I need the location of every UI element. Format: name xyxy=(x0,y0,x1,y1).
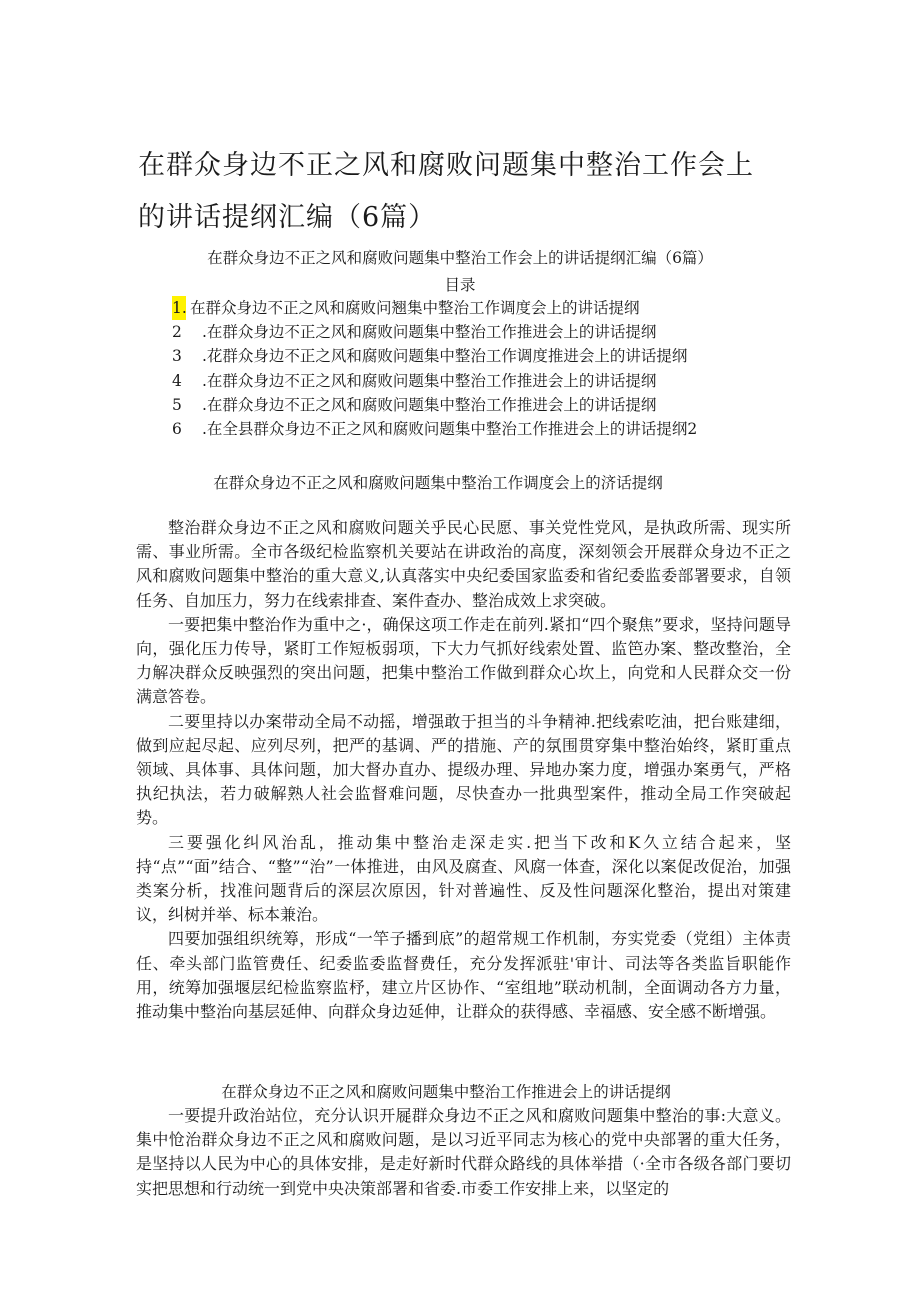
table-of-contents xyxy=(172,296,697,441)
main-title-line1: 在群众身边不正之风和腐败问题集中整治工作会上 xyxy=(138,150,754,181)
section2-body xyxy=(136,1104,791,1201)
toc-item xyxy=(172,296,697,320)
toc-item-text: .在全县群众身边不正之风和腐败问题集中整治工作推进会上的讲话提纲2 xyxy=(202,420,698,439)
toc-item xyxy=(172,417,697,441)
toc-item-number: 4 xyxy=(172,371,182,390)
body-paragraph: 四要加强组织统筹，形成“一竿子播到底”的超常规工作机制，夯实党委（党组）主体责任、牵头部门监管费任、纪委监委监督费任，充分发挥派驻'审计、司法等各类监旨职能作用，统筹加强堰层纪检监察监杼，建立片区协作、“室组地”联动机制，全面调动各方力量，推动集中整治向基层延伸、向群众身边延伸，让群众的获得感、幸福感、安全感不断增强。 xyxy=(136,929,791,1022)
toc-item-text: .在群众身边不正之风和腐败问题集中整治工作推进会上的讲话提纲 xyxy=(202,395,657,414)
toc-item-number: 5 xyxy=(172,395,182,414)
toc-item xyxy=(172,320,697,344)
main-title xyxy=(138,140,798,244)
main-title-line2: 的讲话提纲汇编（6篇） xyxy=(138,202,437,233)
body-paragraph: 一要提升政治站位，充分认识开屣群众身边不正之风和腐败问题集中整治的事:大意义。集中怆治群众身边不正之风和腐败问题，是以习近平同志为核心的党中央部署的重大任务，是坚持以人民为中心的具体安排，是走好新时代群众路线的具体举措（·全市各级各部门要切实把思想和行动统一到党中央决策部署和省委.市委工作安排上来，以坚定的 xyxy=(136,1106,791,1198)
toc-item xyxy=(172,369,697,393)
toc-item-number: 6 xyxy=(172,420,182,439)
toc-heading: 目录 xyxy=(444,276,476,294)
body-paragraph: 三要强化纠风治乱，推动集中整治走深走实.把当下改和K久立结合起来，坚持“点”“面”结合、“整”“治”一体推进，由风及腐查、风腐一体查，深化以案促改促治，加强类案分析，找准问题背后的深层次原因，针对普遍性、反及性问题深化整治，提出对策建议，纠树并举、标本兼治。 xyxy=(136,832,791,925)
toc-item-text: .花群众身边不正之风和腐败问题集中整治工作调度推进会上的讲话提纲 xyxy=(202,347,688,366)
subtitle: 在群众身边不正之风和腐败问题集中整治工作会上的讲话提纲汇编（6篇） xyxy=(207,249,713,267)
body-paragraph: 二要里持以办案带动全局不动摇，增强敢于担当的斗争精神.把线索吃油，把台账建细，做到应起尽起、应列尽列，把严的基调、严的措施、产的氛围贯穿集中整治始终，紧盯重点领域、具体事、具体问题，加大督办直办、提级办理、异地办案力度，增强办案勇气，严格执纪执法，若力破解熟人社会监督难问题，尽快查办一批典型案件，推动全局工作突破起势。 xyxy=(136,711,791,828)
toc-item-text: .在群众身边不正之风和腐败问题集中整治工作推进会上的讲话提纲 xyxy=(202,371,657,390)
section2-title: 在群众身边不正之风和腐败问题集中整治工作推进会上的讲话提纲 xyxy=(221,1083,671,1101)
toc-item xyxy=(172,393,697,417)
toc-item xyxy=(172,344,697,368)
toc-item-text: .在群众身边不正之风和腐败问题集中整治工作推进会上的讲话提纲 xyxy=(202,323,657,342)
toc-item-number: 3 xyxy=(172,347,182,366)
toc-item-number: 2 xyxy=(172,323,182,342)
body-paragraph: 一要把集中整治作为重中之·，确保这项工作走在前列.紧扣“四个聚焦”要求，坚持问题导向，强化压力传导，紧盯工作短板弱项，下大力气抓好线索处置、监笆办案、整改整治，全力解决群众反映强烈的突出问题，把集中整治工作做到群众心坎上，向党和人民群众交一份满意答卷。 xyxy=(136,614,791,707)
body-paragraph: 整治群众身边不正之风和腐败问题关乎民心民愿、事关党性党风，是执政所需、现实所需、事业所需。全市各级纪检监察机关要站在讲政治的高度，深刻领会开展群众身边不正之风和腐败问题集中整治的重大意义,认真落实中央纪委国家监委和省纪委监委部署要求，自领任务、自加压力，努力在线索排查、案件查办、整治成效上求突破。 xyxy=(136,518,791,610)
toc-item-text: 在群众身边不正之风和腐败问翘集中整治工作调度会上的讲话提纲 xyxy=(190,299,640,317)
section1-body xyxy=(136,516,791,1024)
section1-title: 在群众身边不正之风和腐败问题集中整治工作调度会上的济话提纲 xyxy=(213,474,663,492)
toc-item-number: 1. xyxy=(172,296,186,320)
